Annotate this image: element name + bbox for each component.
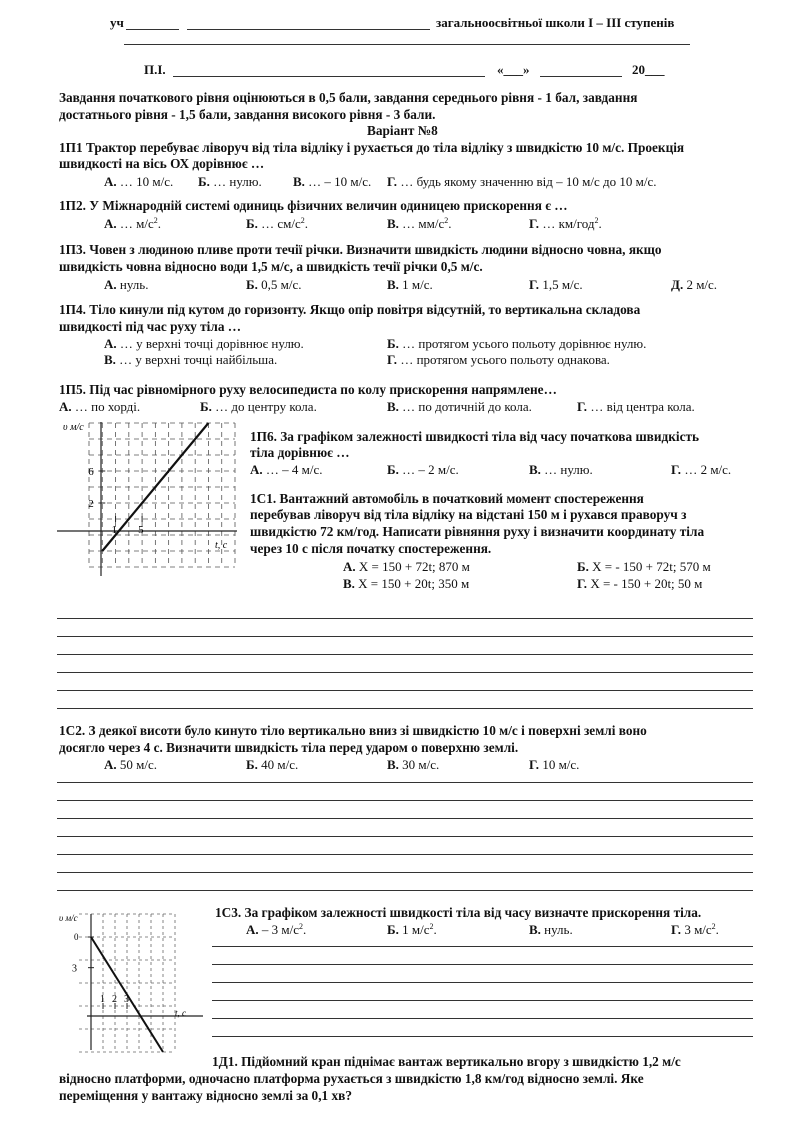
answer-line[interactable]: [57, 672, 753, 673]
answer-line[interactable]: [57, 872, 753, 873]
answer-line[interactable]: [57, 890, 753, 891]
answer-line[interactable]: [57, 690, 753, 691]
answer-line[interactable]: [57, 708, 753, 709]
answer-1c1-b[interactable]: Б. X = - 150 + 72t; 570 м: [577, 559, 711, 574]
answer-line[interactable]: [212, 1036, 753, 1037]
school-line: [110, 14, 124, 31]
answer-1p6-a[interactable]: А. … – 4 м/с.: [250, 462, 323, 477]
answer-1c2-d[interactable]: Г. 10 м/с.: [529, 757, 580, 772]
graph-2-tick-label-3b: 3: [124, 994, 129, 1005]
answer-1p6-d[interactable]: Г. … 2 м/с.: [671, 462, 732, 477]
graph-2-tick-label-1: 1: [100, 994, 105, 1005]
question-1p6-line2: тіла дорівнює …: [250, 445, 350, 460]
graph-2-tick-marks: [88, 937, 127, 1009]
school-prefix: уч: [110, 15, 124, 30]
answer-1c2-b[interactable]: Б. 40 м/с.: [246, 757, 299, 772]
answer-1p2-b[interactable]: Б. … $см/с^2$.: [246, 216, 308, 231]
answer-line[interactable]: [212, 1000, 753, 1001]
question-1c1-line1: 1С1. Вантажний автомобіль в початковий момент спостереження: [250, 491, 644, 506]
answer-1c3-c[interactable]: В. нуль.: [529, 922, 573, 937]
graph-2-grid: [79, 914, 175, 1052]
question-1p4-line1: 1П4. Тіло кинули під кутом до горизонту. Якщо опір повітря відсутній, то вертикальна складова: [59, 302, 641, 317]
answer-line[interactable]: [212, 1018, 753, 1019]
answer-line[interactable]: [57, 818, 753, 819]
graph-1-grid: [89, 423, 235, 567]
variant-title: Варіант №8: [367, 123, 438, 138]
question-1p6-line1: 1П6. За графіком залежності швидкості тіла від часу початкова швидкість: [250, 429, 700, 444]
answer-1p2-a[interactable]: А. … $м/с^2$.: [104, 216, 161, 231]
answer-1c2-a[interactable]: А. 50 м/с.: [104, 757, 157, 772]
answer-1c1-d[interactable]: Г. X = - 150 + 20t; 50 м: [577, 576, 703, 591]
graph-1-tick-marks: [99, 471, 142, 522]
velocity-graph-1: [57, 418, 241, 578]
month-blank[interactable]: [540, 76, 622, 77]
answer-line[interactable]: [57, 800, 753, 801]
answer-1p2-c[interactable]: В. … $мм/с^2$.: [387, 216, 452, 231]
graph-1-x-label: t, с: [215, 540, 228, 551]
answer-1p4-c[interactable]: В. … у верхні точці найбільша.: [104, 352, 278, 367]
grading-line-1: Завдання початкового рівня оцінюються в 0,5 бали, завдання середнього рівня - 1 бал, завдання: [59, 90, 638, 105]
answer-line[interactable]: [212, 982, 753, 983]
header-rule: [124, 44, 690, 45]
answer-1p3-d[interactable]: Г. 1,5 м/с.: [529, 277, 583, 292]
answer-1c2-c[interactable]: В. 30 м/с.: [387, 757, 440, 772]
graph-2-tick-label-0: 0: [74, 932, 79, 942]
answer-1p4-a[interactable]: А. … у верхні точці дорівнює нулю.: [104, 336, 304, 351]
graph-1-tick-label-2: 2: [88, 498, 94, 510]
question-1d1-line1: 1Д1. Підйомний кран піднімає вантаж вертикально вгору з швидкістю 1,2 м/с: [212, 1054, 681, 1069]
graph-2-tick-label-3: 3: [72, 963, 77, 975]
question-1p3-line1: 1П3. Човен з людиною пливе проти течії річки. Визначити швидкість людини відносно човна, якщо: [59, 242, 662, 257]
answer-1p1-d[interactable]: Г. … будь якому значенню від – 10 м/с до 10 м/с.: [387, 174, 657, 189]
answer-1c3-a[interactable]: А. – 3 $м/с^2$.: [246, 922, 307, 937]
answer-1p1-b[interactable]: Б. … нулю.: [198, 174, 262, 189]
answer-1p3-c[interactable]: В. 1 м/с.: [387, 277, 433, 292]
answer-1p5-a[interactable]: А. … по хорді.: [59, 399, 141, 414]
answer-1p5-d[interactable]: Г. … від центра кола.: [577, 399, 695, 414]
answer-line[interactable]: [57, 636, 753, 637]
answer-line[interactable]: [57, 618, 753, 619]
answer-1p4-d[interactable]: Г. … протягом усього польоту однакова.: [387, 352, 610, 367]
answer-line[interactable]: [57, 782, 753, 783]
graph-2-x-label: t, с: [175, 1008, 186, 1018]
question-1c3: 1С3. За графіком залежності швидкості тіла від часу визначте прискорення тіла.: [215, 905, 702, 920]
answer-1c1-c[interactable]: В. X = 150 + 20t; 350 м: [343, 576, 470, 591]
question-1p4-line2: швидкості під час руху тіла …: [59, 319, 242, 334]
answer-1p4-b[interactable]: Б. … протягом усього польоту дорівнює нулю.: [387, 336, 647, 351]
answer-1p3-a[interactable]: А. нуль.: [104, 277, 149, 292]
graph-1-tick-label-5: 5: [138, 524, 144, 536]
date-quote[interactable]: «___»: [497, 62, 530, 77]
answer-1p3-e[interactable]: Д. 2 м/с.: [671, 277, 718, 292]
question-1p1-line2: швидкості на вісь ОХ дорівнює …: [59, 156, 265, 171]
name-label: П.І.: [144, 62, 166, 77]
answer-1c3-b[interactable]: Б. 1 $м/с^2$.: [387, 922, 437, 937]
graph-1-tick-label-1: 1: [111, 524, 118, 536]
answer-1p6-c[interactable]: В. … нулю.: [529, 462, 593, 477]
question-1p2: 1П2. У Міжнародній системі одиниць фізичних величин одиницею прискорення є …: [59, 198, 568, 213]
answer-1p1-a[interactable]: А. … 10 м/с.: [104, 174, 174, 189]
school-name-blank[interactable]: [187, 29, 430, 30]
answer-line[interactable]: [57, 836, 753, 837]
answer-1c3-d[interactable]: Г. 3 $м/с^2$.: [671, 922, 719, 937]
grading-line-2: достатнього рівня - 1,5 бали, завдання високого рівня - 3 бали.: [59, 107, 436, 122]
question-1p3-line2: швидкість човна відносно води 1,5 м/с, а швидкість течії річки 0,5 м/с.: [59, 259, 483, 274]
graph-1-tick-label-6: 6: [88, 466, 94, 478]
answer-1c1-a[interactable]: А. X = 150 + 72t; 870 м: [343, 559, 470, 574]
answer-1p5-c[interactable]: В. … по дотичній до кола.: [387, 399, 532, 414]
question-1d1-line2: відносно платформи, одночасно платформа рухається з швидкістю 1,8 км/год відносно землі. Яке: [59, 1071, 644, 1086]
question-1c1-line4: через 10 с після початку спостереження.: [250, 541, 492, 556]
graph-1-y-label: υ м/с: [63, 422, 84, 433]
answer-1p5-b[interactable]: Б. … до центру кола.: [200, 399, 317, 414]
answer-1p2-d[interactable]: Г. … км/год$^2$.: [529, 216, 602, 231]
question-1c1-line3: швидкістю 72 км/год. Написати рівняння руху і визначити координату тіла: [250, 524, 705, 539]
answer-1p6-b[interactable]: Б. … – 2 м/с.: [387, 462, 459, 477]
name-blank[interactable]: [173, 76, 485, 77]
velocity-graph-2: [57, 910, 207, 1060]
answer-1p1-c[interactable]: В. … – 10 м/с.: [293, 174, 372, 189]
answer-1p3-b[interactable]: Б. 0,5 м/с.: [246, 277, 302, 292]
question-1p1-line1: 1П1 Трактор перебуває ліворуч від тіла відліку і рухається до тіла відліку з швидкістю 10 м/с. Проекція: [59, 140, 685, 155]
answer-line[interactable]: [57, 854, 753, 855]
year-field[interactable]: 20___: [632, 62, 665, 77]
graph-2-tick-label-2: 2: [112, 994, 117, 1005]
question-1c1-line2: перебував ліворуч від тіла відліку на відстані 150 м і рухався праворуч з: [250, 507, 687, 522]
answer-line[interactable]: [212, 946, 753, 947]
graph-2-y-label: υ м/с: [59, 913, 78, 923]
question-1p5: 1П5. Під час рівномірного руху велосипедиста по колу прискорення напрямлене…: [59, 382, 557, 397]
school-suffix: загальноосвітньої школи І – ІІІ ступенів: [436, 15, 675, 30]
question-1c2-line1: 1С2. З деякої висоти було кинуто тіло вертикально вниз зі швидкістю 10 м/с і поверхні землі воно: [59, 723, 647, 738]
question-1d1-line3: переміщення у вантажу відносно землі за 0,1 хв?: [59, 1088, 352, 1103]
answer-line[interactable]: [57, 654, 753, 655]
school-blank[interactable]: [126, 29, 179, 30]
question-1c2-line2: досягло через 4 с. Визначити швидкість тіла перед ударом о поверхню землі.: [59, 740, 519, 755]
answer-line[interactable]: [212, 964, 753, 965]
